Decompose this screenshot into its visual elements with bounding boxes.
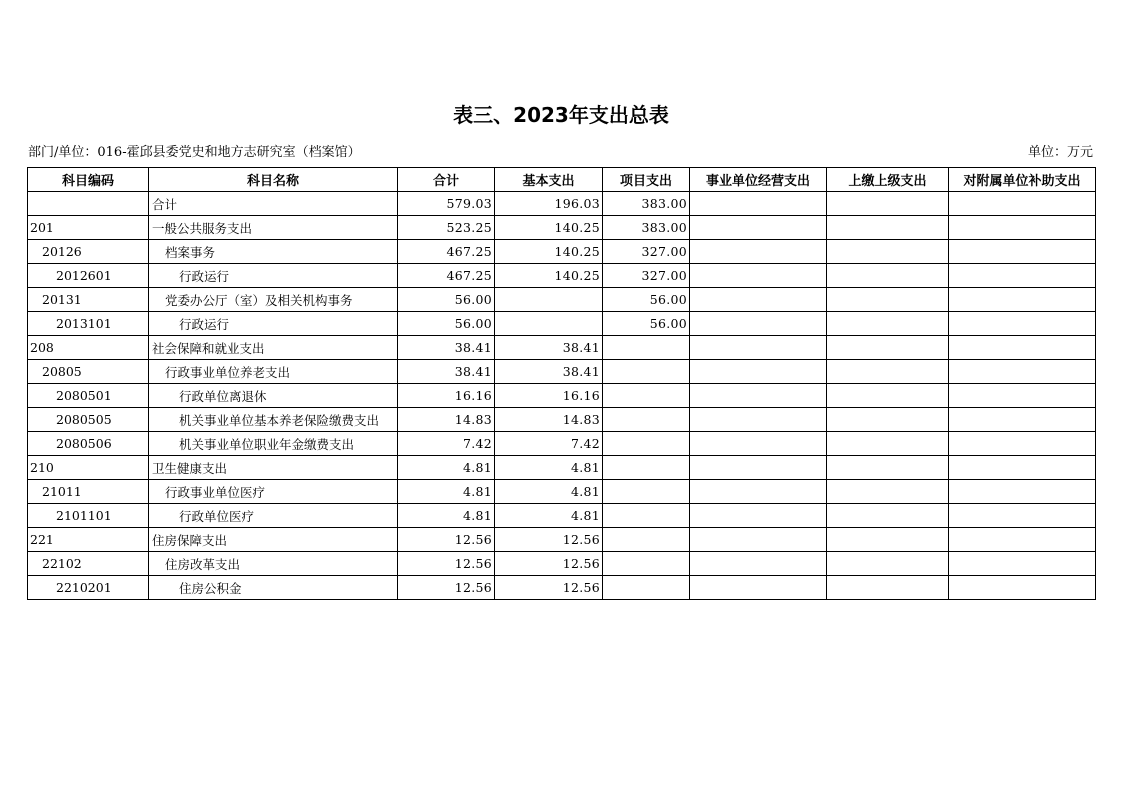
- cell-remit: [827, 552, 949, 576]
- cell-project: [603, 576, 690, 600]
- cell-name: 行政事业单位养老支出: [149, 360, 398, 384]
- cell-code: 21011: [28, 480, 149, 504]
- cell-total: 14.83: [398, 408, 495, 432]
- cell-basic: 140.25: [495, 264, 603, 288]
- cell-business: [690, 576, 827, 600]
- cell-total: 7.42: [398, 432, 495, 456]
- cell-total: 56.00: [398, 312, 495, 336]
- cell-total: 467.25: [398, 240, 495, 264]
- cell-name: 住房保障支出: [149, 528, 398, 552]
- cell-remit: [827, 384, 949, 408]
- cell-project: [603, 552, 690, 576]
- cell-project: [603, 504, 690, 528]
- cell-business: [690, 216, 827, 240]
- cell-name: 社会保障和就业支出: [149, 336, 398, 360]
- cell-subsidy: [949, 312, 1096, 336]
- cell-code: 2012601: [28, 264, 149, 288]
- header-total: 合计: [398, 168, 495, 192]
- cell-basic: 140.25: [495, 216, 603, 240]
- cell-project: [603, 528, 690, 552]
- cell-remit: [827, 456, 949, 480]
- header-name: 科目名称: [149, 168, 398, 192]
- cell-remit: [827, 264, 949, 288]
- table-row: [28, 336, 1096, 360]
- cell-subsidy: [949, 504, 1096, 528]
- cell-project: [603, 336, 690, 360]
- cell-subsidy: [949, 432, 1096, 456]
- cell-total: 12.56: [398, 576, 495, 600]
- table-row: [28, 360, 1096, 384]
- cell-code: 201: [28, 216, 149, 240]
- cell-code: 2080506: [28, 432, 149, 456]
- cell-name: 合计: [149, 192, 398, 216]
- table-row: [28, 480, 1096, 504]
- cell-basic: 38.41: [495, 360, 603, 384]
- cell-project: 56.00: [603, 312, 690, 336]
- cell-name: 行政运行: [149, 312, 398, 336]
- header-subsidy: 对附属单位补助支出: [949, 168, 1096, 192]
- cell-total: 38.41: [398, 360, 495, 384]
- cell-name: 行政单位离退休: [149, 384, 398, 408]
- cell-name: 一般公共服务支出: [149, 216, 398, 240]
- cell-subsidy: [949, 408, 1096, 432]
- expenditure-table: [27, 167, 1096, 600]
- department-label: 部门/单位：016-霍邱县委党史和地方志研究室（档案馆）: [28, 145, 361, 160]
- page-title: 表三、2023年支出总表: [453, 103, 669, 127]
- cell-remit: [827, 480, 949, 504]
- cell-basic: 140.25: [495, 240, 603, 264]
- header-business: 事业单位经营支出: [690, 168, 827, 192]
- cell-name: 行政运行: [149, 264, 398, 288]
- cell-business: [690, 384, 827, 408]
- cell-subsidy: [949, 264, 1096, 288]
- cell-business: [690, 288, 827, 312]
- cell-subsidy: [949, 576, 1096, 600]
- cell-total: 12.56: [398, 528, 495, 552]
- cell-remit: [827, 432, 949, 456]
- table-row: [28, 504, 1096, 528]
- cell-basic: 16.16: [495, 384, 603, 408]
- cell-remit: [827, 240, 949, 264]
- table-row: [28, 456, 1096, 480]
- cell-project: [603, 384, 690, 408]
- cell-code: 221: [28, 528, 149, 552]
- cell-total: 523.25: [398, 216, 495, 240]
- cell-code: 208: [28, 336, 149, 360]
- cell-remit: [827, 504, 949, 528]
- cell-basic: 38.41: [495, 336, 603, 360]
- cell-basic: [495, 312, 603, 336]
- cell-basic: 14.83: [495, 408, 603, 432]
- cell-code: 2080505: [28, 408, 149, 432]
- cell-code: 2013101: [28, 312, 149, 336]
- cell-total: 579.03: [398, 192, 495, 216]
- table-row: [28, 384, 1096, 408]
- cell-basic: [495, 288, 603, 312]
- cell-remit: [827, 360, 949, 384]
- cell-business: [690, 240, 827, 264]
- cell-subsidy: [949, 192, 1096, 216]
- table-row: [28, 576, 1096, 600]
- cell-remit: [827, 576, 949, 600]
- cell-code: 2101101: [28, 504, 149, 528]
- cell-project: [603, 456, 690, 480]
- table-row: [28, 552, 1096, 576]
- cell-business: [690, 360, 827, 384]
- cell-project: [603, 480, 690, 504]
- cell-total: 38.41: [398, 336, 495, 360]
- cell-subsidy: [949, 216, 1096, 240]
- cell-total: 12.56: [398, 552, 495, 576]
- cell-subsidy: [949, 552, 1096, 576]
- cell-business: [690, 264, 827, 288]
- cell-name: 行政事业单位医疗: [149, 480, 398, 504]
- cell-business: [690, 552, 827, 576]
- cell-basic: 12.56: [495, 576, 603, 600]
- table-row: [28, 192, 1096, 216]
- cell-code: 2080501: [28, 384, 149, 408]
- cell-total: 4.81: [398, 480, 495, 504]
- cell-remit: [827, 312, 949, 336]
- table-header-row: [28, 168, 1096, 192]
- cell-business: [690, 432, 827, 456]
- table-row: [28, 528, 1096, 552]
- cell-subsidy: [949, 240, 1096, 264]
- cell-code: 210: [28, 456, 149, 480]
- cell-project: 327.00: [603, 240, 690, 264]
- table-row: [28, 240, 1096, 264]
- unit-label: 单位：万元: [1027, 145, 1093, 160]
- cell-business: [690, 528, 827, 552]
- header-basic: 基本支出: [495, 168, 603, 192]
- cell-business: [690, 480, 827, 504]
- cell-business: [690, 336, 827, 360]
- cell-name: 住房公积金: [149, 576, 398, 600]
- cell-basic: 12.56: [495, 552, 603, 576]
- header-code: 科目编码: [28, 168, 149, 192]
- cell-code: 20126: [28, 240, 149, 264]
- cell-code: 2210201: [28, 576, 149, 600]
- cell-remit: [827, 528, 949, 552]
- table-row: [28, 288, 1096, 312]
- cell-business: [690, 456, 827, 480]
- cell-basic: 196.03: [495, 192, 603, 216]
- table-row: [28, 432, 1096, 456]
- cell-name: 档案事务: [149, 240, 398, 264]
- cell-total: 16.16: [398, 384, 495, 408]
- table-row: [28, 408, 1096, 432]
- cell-name: 卫生健康支出: [149, 456, 398, 480]
- table-row: [28, 264, 1096, 288]
- cell-name: 机关事业单位基本养老保险缴费支出: [149, 408, 398, 432]
- cell-remit: [827, 216, 949, 240]
- cell-project: [603, 408, 690, 432]
- cell-remit: [827, 336, 949, 360]
- cell-subsidy: [949, 384, 1096, 408]
- cell-basic: 7.42: [495, 432, 603, 456]
- cell-subsidy: [949, 288, 1096, 312]
- cell-total: 467.25: [398, 264, 495, 288]
- cell-subsidy: [949, 336, 1096, 360]
- cell-remit: [827, 408, 949, 432]
- cell-business: [690, 504, 827, 528]
- cell-business: [690, 408, 827, 432]
- cell-subsidy: [949, 360, 1096, 384]
- cell-code: 22102: [28, 552, 149, 576]
- cell-basic: 4.81: [495, 456, 603, 480]
- cell-code: [28, 192, 149, 216]
- cell-basic: 4.81: [495, 480, 603, 504]
- cell-remit: [827, 192, 949, 216]
- cell-subsidy: [949, 528, 1096, 552]
- cell-project: 383.00: [603, 192, 690, 216]
- cell-business: [690, 192, 827, 216]
- cell-code: 20805: [28, 360, 149, 384]
- cell-project: 383.00: [603, 216, 690, 240]
- cell-total: 56.00: [398, 288, 495, 312]
- cell-project: [603, 360, 690, 384]
- table-body: [28, 192, 1096, 600]
- cell-name: 住房改革支出: [149, 552, 398, 576]
- cell-basic: 12.56: [495, 528, 603, 552]
- cell-project: 327.00: [603, 264, 690, 288]
- cell-subsidy: [949, 456, 1096, 480]
- table-row: [28, 312, 1096, 336]
- cell-name: 党委办公厅（室）及相关机构事务: [149, 288, 398, 312]
- cell-name: 机关事业单位职业年金缴费支出: [149, 432, 398, 456]
- cell-business: [690, 312, 827, 336]
- cell-total: 4.81: [398, 456, 495, 480]
- cell-basic: 4.81: [495, 504, 603, 528]
- cell-project: [603, 432, 690, 456]
- cell-remit: [827, 288, 949, 312]
- cell-project: 56.00: [603, 288, 690, 312]
- cell-total: 4.81: [398, 504, 495, 528]
- cell-subsidy: [949, 480, 1096, 504]
- table-row: [28, 216, 1096, 240]
- cell-name: 行政单位医疗: [149, 504, 398, 528]
- header-remit: 上缴上级支出: [827, 168, 949, 192]
- cell-code: 20131: [28, 288, 149, 312]
- header-project: 项目支出: [603, 168, 690, 192]
